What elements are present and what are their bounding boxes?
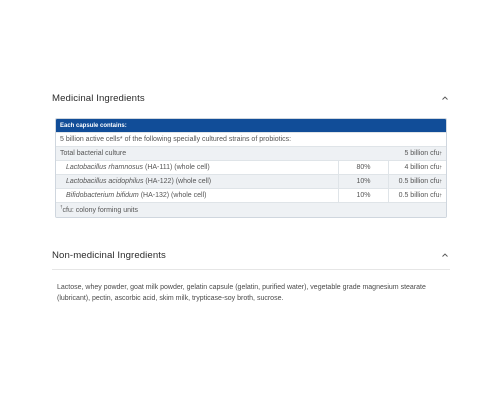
table-intro-row bbox=[56, 132, 446, 146]
non-medicinal-ingredients-text: Lactose, whey powder, goat milk powder, gelatin capsule (gelatin, purified water), vegetable grade magnesium stearate (lubricant), pectin, ascorbic acid, skim milk, trypticase-soy broth, sucrose. bbox=[57, 284, 426, 302]
table-header: Each capsule contains: bbox=[56, 119, 446, 132]
ingredients-table bbox=[55, 118, 447, 218]
table-row-total bbox=[56, 146, 446, 160]
table-footnote-row bbox=[56, 202, 446, 217]
strain-value: 4 billion cfu † bbox=[388, 161, 446, 174]
non-medicinal-ingredients-title: Non-medicinal Ingredients bbox=[52, 249, 166, 261]
section-divider bbox=[52, 269, 450, 270]
intro-text: 5 billion active cells* of the following specially cultured strains of probiotics: bbox=[60, 136, 292, 143]
medicinal-ingredients-title: Medicinal Ingredients bbox=[52, 92, 145, 104]
chevron-up-icon[interactable] bbox=[440, 250, 450, 260]
table-row bbox=[56, 160, 446, 174]
footnote-text: †cfu: colony forming units bbox=[60, 204, 138, 214]
strain-value: 0.5 billion cfu † bbox=[388, 189, 446, 202]
strain-name: Lactobacillus rhamnosus (HA-111) (whole cell) bbox=[66, 164, 210, 171]
total-value: 5 billion cfu † bbox=[404, 150, 442, 157]
chevron-up-icon[interactable] bbox=[440, 93, 450, 103]
strain-name: Bifidobacterium bifidum (HA-132) (whole cell) bbox=[66, 192, 207, 199]
strain-percent: 10% bbox=[338, 175, 388, 188]
strain-percent: 80% bbox=[338, 161, 388, 174]
table-row bbox=[56, 174, 446, 188]
table-row bbox=[56, 188, 446, 202]
strain-value: 0.5 billion cfu † bbox=[388, 175, 446, 188]
strain-percent: 10% bbox=[338, 189, 388, 202]
strain-name: Lactobacillus acidophilus (HA-122) (whole cell) bbox=[66, 178, 212, 185]
non-medicinal-ingredients-header[interactable] bbox=[52, 240, 450, 270]
medicinal-ingredients-header[interactable] bbox=[52, 83, 450, 113]
total-label: Total bacterial culture bbox=[60, 150, 127, 157]
